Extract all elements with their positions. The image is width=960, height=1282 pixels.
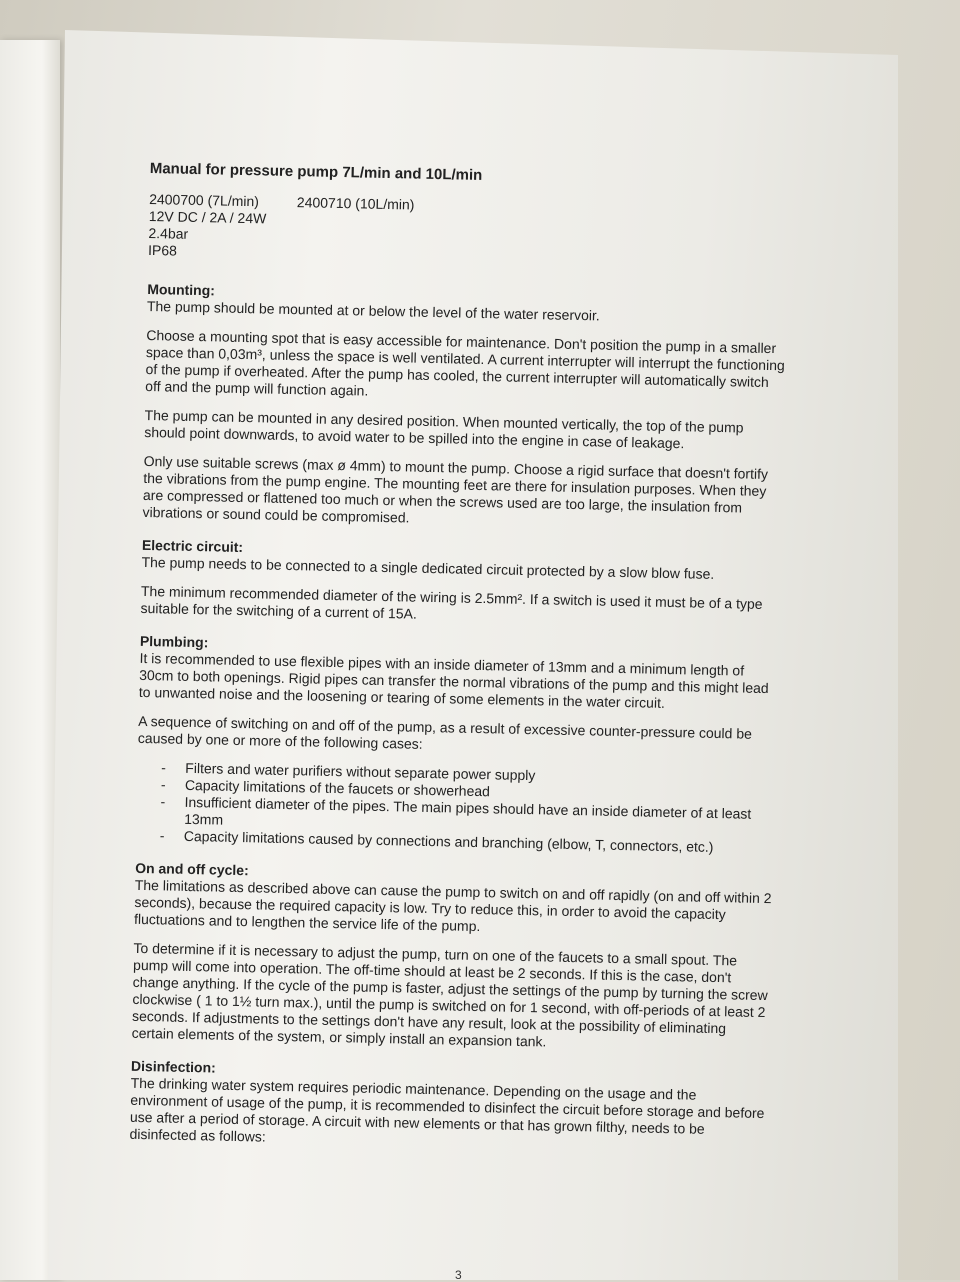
electric-p1: The pump needs to be connected to a single dedicated circuit protected by a slow blow fuse. xyxy=(141,553,715,582)
power-spec: 12V DC / 2A / 24W xyxy=(148,207,267,227)
electric-section xyxy=(140,537,782,630)
cycle-heading: On and off cycle: xyxy=(135,859,249,879)
disinfection-section xyxy=(129,1058,771,1156)
manual-content xyxy=(129,160,790,1172)
plumbing-heading: Plumbing: xyxy=(139,632,209,651)
plumbing-p2: A sequence of switching on and off of the pump, as a result of excessive counter-pressure could be caused by one or more of the following cases: xyxy=(137,712,753,752)
list-item: - Capacity limitations of the faucets or showerhead xyxy=(161,776,777,806)
disinfection-heading: Disinfection: xyxy=(130,1057,216,1076)
model-7l: 2400700 (7L/min) xyxy=(149,190,260,210)
mounting-heading: Mounting: xyxy=(147,280,216,299)
mounting-section xyxy=(142,281,787,534)
list-item: - Capacity limitations caused by connections and branching (elbow, T, connectors, etc.) xyxy=(160,827,776,857)
electric-p2: The minimum recommended diameter of the wiring is 2.5mm². If a switch is used it must be of a type suitable for the switching of a current of 15A. xyxy=(140,582,763,622)
mounting-p1: The pump should be mounted at or below the level of the water reservoir. xyxy=(146,297,600,324)
spec-block xyxy=(148,191,789,272)
disinfection-p1: The drinking water system requires periodic maintenance. Depending on the usage and the environment of usage of the pump, it is recommended to disinfect the circuit before storage and before use after a period of storage. A circuit with new elements or that has grown filthy, needs to be disinfected as follows: xyxy=(129,1074,765,1145)
list-item: - Insufficient diameter of the pipes. The main pipes should have an inside diameter of at least 13mm xyxy=(160,793,777,840)
electric-heading: Electric circuit: xyxy=(141,536,244,556)
list-item: - Filters and water purifiers without separate power supply xyxy=(161,759,777,789)
cycle-p1: The limitations as described above can cause the pump to switch on and off rapidly (on and off within 2 seconds), because the required capacity is low. Try to reduce this, in order to avoid the capacity fluctuations and to lengthen the service life of the pump. xyxy=(133,876,772,935)
mounting-p2: Choose a mounting spot that is easy accessible for maintenance. Don't position the pump in a smaller space than 0,03m³, unless the space is well ventilated. A current interrupter will interrupt the functioning of the pump if overheated. After the pump has cooled, the current interrupter will automatically switch off and the pump will function again. xyxy=(145,326,785,399)
cases-list xyxy=(136,759,778,857)
model-10l: 2400710 (10L/min) xyxy=(296,194,415,213)
mounting-p3: The pump can be mounted in any desired position. When mounted vertically, the top of the pump should point downwards, to avoid water to be spilled into the engine in case of leakage. xyxy=(144,406,744,452)
cycle-section xyxy=(132,860,776,1055)
page-number: 3 xyxy=(455,1268,462,1282)
ip-rating: IP68 xyxy=(147,241,178,259)
pressure-spec: 2.4bar xyxy=(148,224,189,242)
plumbing-section xyxy=(136,633,780,857)
plumbing-p1: It is recommended to use flexible pipes with an inside diameter of 13mm and a minimum length of 30cm to both openings. Rigid pipes can transfer the normal vibrations of the pump and this might lead to unwanted noise and the loosening or tearing of some elements in the water circuit. xyxy=(138,649,769,711)
document-title: Manual for pressure pump 7L/min and 10L/min xyxy=(149,160,483,184)
cycle-p2: To determine if it is necessary to adjust the pump, turn on one of the faucets to a small spout. The pump will come into operation. The off-time should at least be 2 seconds. If this is the case, don't change anything. If the cycle of the pump is faster, adjust the settings of the pump by turning the screw clockwise ( 1 to 1½ turn max.), until the pump is switched on for 1 second, with off-periods of at least 2 seconds. If adjustments to the settings don't have any result, look at the possibility of eliminating certain elements of the system, or simply install an expansion tank. xyxy=(131,939,768,1050)
mounting-p4: Only use suitable screws (max ø 4mm) to mount the pump. Choose a rigid surface that doesn't fortify the vibrations from the pump engine. The mounting feet are there for insulation purposes. When they are compressed or flattened too much or when the screws used are too large, the insulation from vibrations or sound could be compromised. xyxy=(142,452,769,526)
